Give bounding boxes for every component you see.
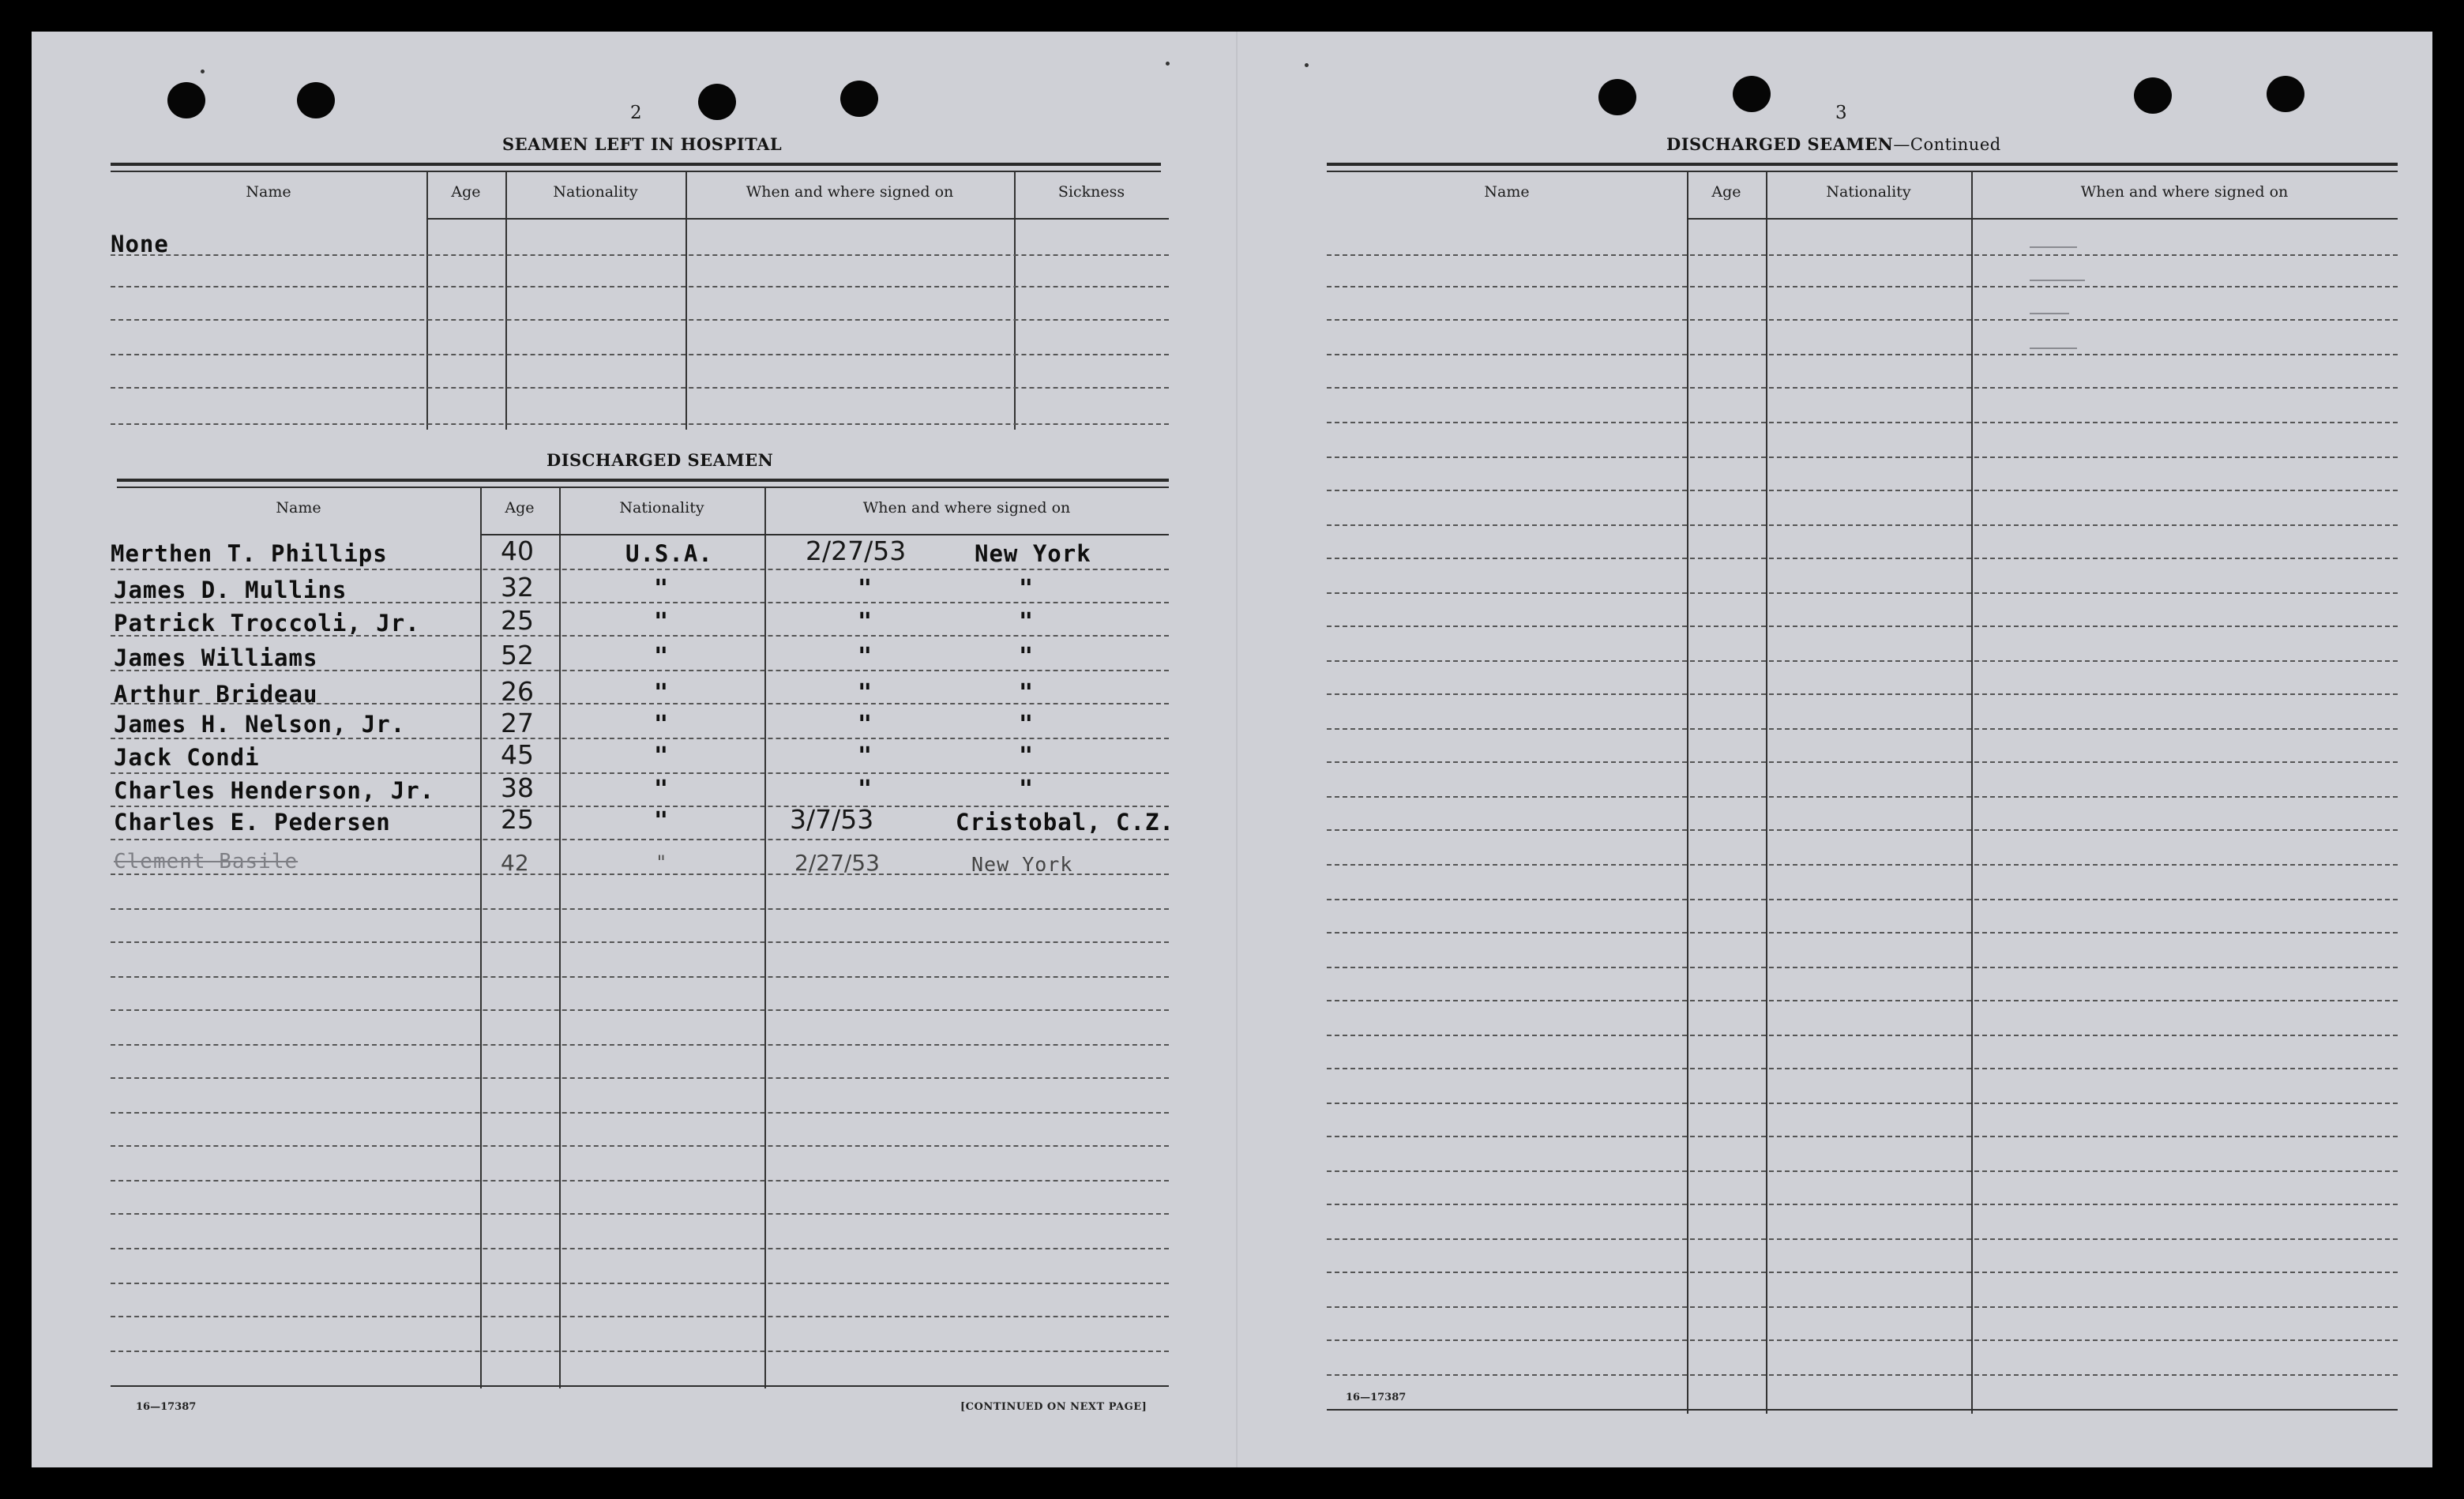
table-row-line (111, 254, 1169, 256)
table-row-line (1327, 660, 2398, 662)
column-divider (480, 488, 482, 1388)
column-divider (505, 172, 507, 430)
seaman-name: Jack Condi (114, 744, 260, 771)
hospital-col-age: Age (451, 183, 481, 201)
right-col-nationality: Nationality (1826, 183, 1911, 201)
discharged-col-nationality: Nationality (619, 499, 704, 517)
hospital-col-sickness: Sickness (1057, 183, 1125, 201)
seaman-name: Charles E. Pedersen (114, 809, 391, 836)
table-row-line (111, 941, 1169, 943)
table-bottom-rule (1327, 1409, 2398, 1411)
ditto-mark: " (858, 643, 873, 671)
ditto-mark: " (654, 711, 669, 738)
table-row-line (111, 387, 1169, 389)
punch-hole (1733, 76, 1771, 112)
ditto-mark: " (1019, 608, 1034, 636)
column-divider (1971, 172, 1973, 1414)
seaman-age: 26 (501, 676, 534, 707)
column-divider (1766, 172, 1767, 1414)
hospital-col-signed-on: When and where signed on (746, 183, 954, 201)
seaman-age: 40 (501, 535, 534, 566)
ditto-mark: " (654, 643, 669, 671)
signed-on-place: New York (975, 540, 1091, 567)
ditto-mark: " (1019, 679, 1034, 707)
punch-hole (1598, 79, 1636, 115)
table-row-line (1327, 319, 2398, 321)
table-row-line (1327, 354, 2398, 355)
ditto-mark: " (655, 851, 667, 873)
table-row-line (111, 286, 1169, 287)
table-bottom-rule (111, 1385, 1169, 1387)
table-row-line (111, 1044, 1169, 1046)
page-number: 3 (1835, 103, 1847, 123)
table-row-line (1327, 558, 2398, 559)
punch-hole (840, 81, 878, 117)
ditto-mark: " (654, 608, 669, 636)
discharged-col-age: Age (505, 499, 535, 517)
section-rule (117, 479, 1169, 482)
right-col-signed-on: When and where signed on (2080, 183, 2289, 201)
punch-hole (167, 82, 205, 118)
table-row-line (111, 1351, 1169, 1352)
signed-on-date: 3/7/53 (790, 804, 874, 835)
seaman-nationality: U.S.A. (625, 540, 713, 567)
header-underline (426, 218, 1169, 220)
right-col-age: Age (1711, 183, 1741, 201)
table-row-line (1327, 490, 2398, 491)
seaman-age: 42 (501, 850, 529, 876)
seaman-name: Merthen T. Phillips (111, 540, 388, 567)
table-row-line (111, 1213, 1169, 1215)
table-row-line (111, 1248, 1169, 1249)
table-row-line (111, 1283, 1169, 1284)
ditto-mark: " (858, 776, 873, 803)
table-row-line (1327, 864, 2398, 866)
seaman-age: 45 (501, 739, 534, 770)
table-row-line (1327, 1374, 2398, 1376)
signed-on-date: 2/27/53 (794, 850, 880, 876)
speck (1305, 63, 1309, 67)
hospital-entry-none: None (111, 231, 169, 257)
table-row-line (111, 908, 1169, 910)
form-number: 16—17387 (136, 1401, 197, 1413)
column-divider (559, 488, 561, 1388)
ditto-mark: " (858, 742, 873, 770)
hospital-section-title: SEAMEN LEFT IN HOSPITAL (502, 134, 783, 154)
punch-hole (2267, 76, 2304, 112)
punch-hole (2134, 77, 2172, 114)
table-row-line (1327, 422, 2398, 423)
table-row-line (111, 806, 1169, 807)
table-row-line (1327, 1000, 2398, 1001)
seaman-age: 38 (501, 772, 534, 803)
table-row-line (1327, 1339, 2398, 1341)
seaman-age: 32 (501, 572, 534, 603)
table-row-line (1327, 761, 2398, 763)
table-row-line (1327, 796, 2398, 798)
seaman-age: 25 (501, 605, 534, 636)
table-row-line (111, 1009, 1169, 1011)
ditto-mark: " (1019, 776, 1034, 803)
table-row-line (1327, 626, 2398, 627)
discharged-col-signed-on: When and where signed on (862, 499, 1071, 517)
page-fold (1236, 32, 1238, 1467)
discharged-col-name: Name (276, 499, 321, 517)
table-row-line (111, 839, 1169, 840)
ditto-mark: " (1019, 711, 1034, 738)
table-row-line (1327, 1035, 2398, 1036)
section-rule (1327, 171, 2398, 172)
table-row-line (111, 319, 1169, 321)
bleed-through-mark (2030, 246, 2077, 248)
section-rule (117, 487, 1169, 488)
table-row-line (111, 1077, 1169, 1079)
column-divider (1687, 172, 1688, 1414)
section-rule (111, 171, 1161, 172)
section-rule (111, 163, 1161, 166)
punch-hole (297, 82, 335, 118)
ditto-mark: " (654, 679, 669, 707)
bleed-through-mark (2030, 313, 2069, 314)
seaman-age: 52 (501, 640, 534, 671)
seaman-name: Charles Henderson, Jr. (114, 777, 435, 804)
table-row-line (1327, 1136, 2398, 1137)
table-row-line (1327, 286, 2398, 287)
table-row-line (1327, 1306, 2398, 1308)
table-row-line (1327, 456, 2398, 458)
header-underline (1687, 218, 2398, 220)
table-row-line (1327, 387, 2398, 389)
continued-note: [CONTINUED ON NEXT PAGE] (960, 1401, 1147, 1413)
table-row-line (1327, 1068, 2398, 1069)
form-number: 16—17387 (1346, 1392, 1407, 1403)
seaman-name: James D. Mullins (114, 577, 347, 603)
table-row-line (111, 976, 1169, 978)
right-col-name: Name (1484, 183, 1530, 201)
table-row-line (1327, 1238, 2398, 1240)
column-divider (1014, 172, 1016, 430)
table-row-line (1327, 967, 2398, 968)
table-row-line (1327, 524, 2398, 526)
signed-on-place: New York (971, 853, 1073, 876)
column-divider (685, 172, 687, 430)
table-row-line (1327, 899, 2398, 900)
bleed-through-mark (2030, 348, 2077, 349)
table-row-line (111, 354, 1169, 355)
seaman-name: Clement Basile (114, 850, 299, 873)
table-row-line (1327, 592, 2398, 594)
table-row-line (1327, 1103, 2398, 1104)
page-number: 2 (630, 103, 642, 123)
hospital-col-nationality: Nationality (553, 183, 638, 201)
document-scan (32, 32, 2432, 1467)
table-row-line (111, 1145, 1169, 1147)
seaman-name: James Williams (114, 644, 318, 671)
speck (1166, 62, 1170, 66)
title-main: DISCHARGED SEAMEN (1666, 134, 1894, 154)
ditto-mark: " (1019, 575, 1034, 603)
ditto-mark: " (858, 679, 873, 707)
ditto-mark: " (858, 575, 873, 603)
discharged-section-title: DISCHARGED SEAMEN (547, 450, 774, 470)
ditto-mark: " (654, 776, 669, 803)
seaman-name: James H. Nelson, Jr. (114, 711, 406, 738)
punch-hole (698, 84, 736, 120)
table-row-line (1327, 728, 2398, 730)
table-row-line (1327, 829, 2398, 831)
ditto-mark: " (858, 608, 873, 636)
table-row-line (1327, 1204, 2398, 1205)
right-section-title (1666, 134, 2001, 154)
ditto-mark: " (654, 575, 669, 603)
seaman-age: 25 (501, 804, 534, 835)
section-rule (1327, 163, 2398, 166)
ditto-mark: " (1019, 643, 1034, 671)
ditto-mark: " (654, 807, 669, 835)
table-row-line (1327, 254, 2398, 256)
column-divider (764, 488, 766, 1388)
title-suffix: —Continued (1893, 135, 2001, 154)
signed-on-date: 2/27/53 (806, 535, 907, 566)
seaman-name: Arthur Brideau (114, 681, 318, 708)
table-row-line (1327, 1170, 2398, 1172)
ditto-mark: " (1019, 742, 1034, 770)
seaman-name: Patrick Troccoli, Jr. (114, 610, 420, 637)
table-row-line (111, 1112, 1169, 1114)
signed-on-place: Cristobal, C.Z. (956, 809, 1174, 836)
seaman-age: 27 (501, 708, 534, 738)
table-row-line (111, 738, 1169, 739)
table-row-line (111, 1316, 1169, 1317)
ditto-mark: " (858, 711, 873, 738)
hospital-col-name: Name (246, 183, 291, 201)
speck (201, 70, 205, 73)
column-divider (426, 172, 428, 430)
table-row-line (111, 569, 1169, 570)
ditto-mark: " (654, 742, 669, 770)
table-row-line (1327, 693, 2398, 695)
bleed-through-mark (2030, 280, 2085, 281)
table-row-line (111, 1180, 1169, 1182)
table-row-line (1327, 1272, 2398, 1273)
table-row-line (1327, 932, 2398, 934)
table-row-line (111, 772, 1169, 774)
table-row-line (111, 423, 1169, 425)
